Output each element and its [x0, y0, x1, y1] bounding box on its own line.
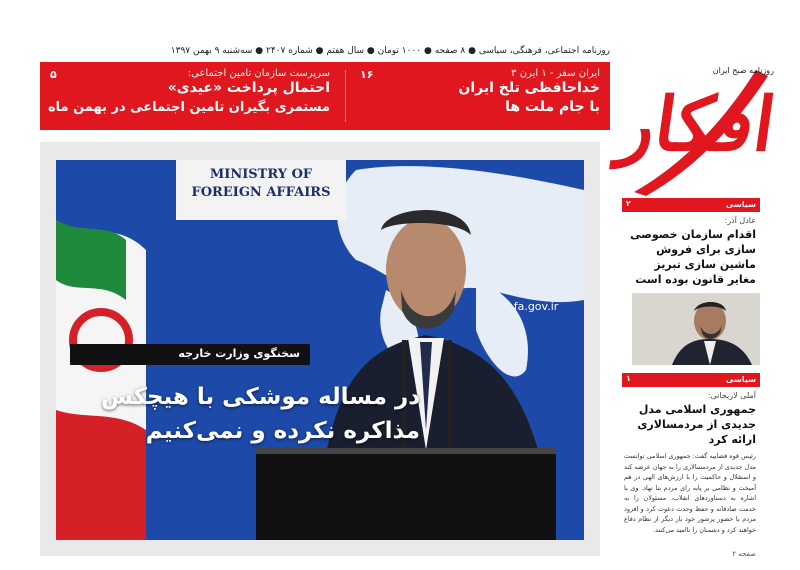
newspaper-logo[interactable] [612, 22, 782, 197]
banner-page-number: ۱۶ [360, 68, 374, 81]
banner-headline: احتمال پرداخت «عیدی» [167, 80, 330, 96]
banner-story-sports[interactable] [360, 68, 600, 124]
section-label: سیاسی [725, 375, 756, 384]
story-byline: آملی لاریجانی: [707, 391, 756, 400]
banner-kicker: ایران سفر - ۱ ایرن ۳ [511, 68, 600, 79]
banner-divider [345, 70, 346, 122]
banner-page-number: ۵ [50, 68, 57, 81]
story-photo [632, 293, 760, 365]
top-banner [40, 62, 610, 130]
lead-headline-line2: مذاکره نکرده و نمی‌کنیم [145, 418, 420, 444]
section-page-number: ۱ [626, 374, 631, 383]
section-bar [622, 198, 760, 212]
section-page-number: ۲ [626, 199, 631, 208]
banner-story-social-security[interactable] [47, 68, 330, 124]
backdrop-text: MINISTRY OF [209, 167, 313, 182]
banner-headline-line2: مستمری بگیران تامین اجتماعی در بهمن ماه [47, 100, 330, 115]
backdrop-url: fa.gov.ir [513, 300, 559, 313]
banner-headline: خداحافظی تلخ ایران [458, 80, 600, 96]
sidebar-story-larijani[interactable] [622, 373, 760, 535]
lead-story-panel[interactable] [40, 142, 600, 556]
story-body: رئیس قوه قضاییه گفت: جمهوری اسلامی توانست مدل جدیدی از مردمسالاری را به جهان عرضه کند و استقلال و حاکمیت را با ارزش‌های الهی در هم آمیخت و نظامی بر پایه رای مردم بنا نهاد. وی با اشاره به دستاوردهای انقلاب، مسئولان را به خدمت صادقانه و حفظ وحدت دعوت کرد و افزود مردم با حضور پرشور خود بار دیگر از نظام دفاع خواهند کرد و دشمنان را ناامید می‌کنند. [624, 452, 756, 534]
section-bar [622, 373, 760, 387]
lead-kicker: سخنگوی وزارت خارجه [70, 344, 310, 365]
story-byline: عادل آذر: [724, 216, 756, 225]
backdrop-text-2: FOREIGN AFFAIRS [191, 185, 331, 200]
story-headline: اقدام سازمان خصوصی سازی برای فروش ماشین سازی تبریز مغایر قانون بوده است [630, 228, 756, 286]
masthead-info-line: روزنامه اجتماعی، فرهنگی، سیاسی ● ۸ صفحه ● ۱۰۰۰ تومان ● سال هفتم ● شماره ۲۴۰۷ ● سه‌شنبه ۹ بهمن ۱۳۹۷ [170, 46, 610, 56]
banner-kicker: سرپرست سازمان تامین اجتماعی: [187, 68, 330, 79]
lead-headline [100, 380, 420, 448]
footer-note: صفحه ۲ [732, 550, 756, 558]
banner-headline-line2: با جام ملت ها [505, 99, 600, 115]
section-label: سیاسی [725, 200, 756, 209]
lead-headline-line1: در مساله موشکی با هیچکس [101, 384, 420, 410]
logo-tagline: روزنامه صبح ایران [712, 66, 774, 75]
story-headline: جمهوری اسلامی مدل جدیدی از مردمسالاری ارائه کرد [637, 403, 756, 446]
sidebar-column [622, 198, 760, 558]
portrait-illustration [632, 293, 760, 365]
sidebar-story-privatization[interactable] [622, 198, 760, 365]
logo-wordmark: افکار [613, 82, 781, 168]
